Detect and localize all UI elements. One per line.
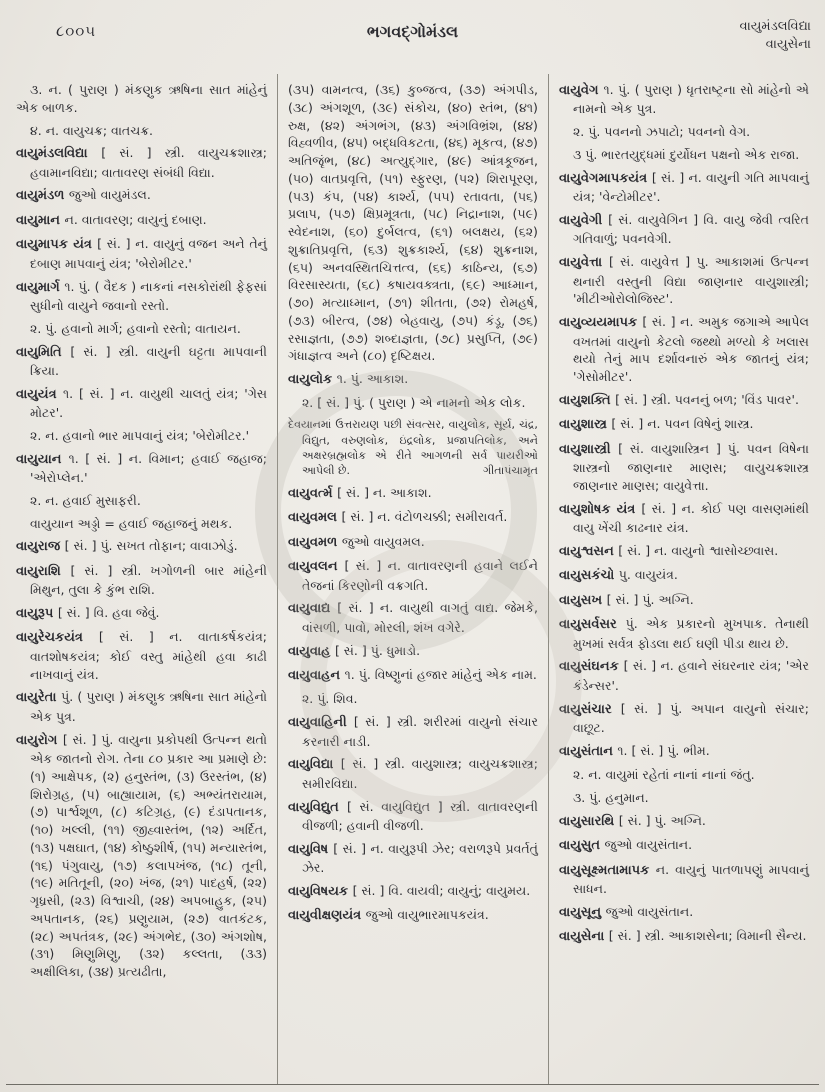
dictionary-entry <box>288 690 538 708</box>
entry-body: [ સં. ] પું. અગ્નિ. <box>618 812 706 828</box>
entry-headword: વાયુશાસ્ત્ર <box>558 417 612 433</box>
entry-body: ૨. પું. હવાનો માર્ગ; હવાનો રસ્તો; વાતાયન. <box>30 320 241 336</box>
entry-headword: વાયુમંડલવિદ્યા <box>16 146 102 162</box>
entry-headword: વાયુવિષયક <box>287 884 353 899</box>
entry-headword: વાયુલોક <box>287 372 337 387</box>
entry-headword: વાયુયાન <box>16 451 69 467</box>
entry-headword: વાયુસંતાન <box>558 743 618 759</box>
entry-headword: વાયુવેગ <box>558 83 604 98</box>
entry-body: જુઓ વાયુભારમાપકયંત્ર. <box>365 907 489 923</box>
dictionary-entry <box>16 688 267 725</box>
dictionary-entry <box>559 742 809 761</box>
dictionary-entry <box>559 313 809 386</box>
dictionary-entry <box>16 278 267 315</box>
entry-headword: વાયુમિતિ <box>16 344 71 360</box>
entry-body: [ સં. ] ન. વાયુથી વાગતું વાદ્ય. જેમકે, વાંસળી, પાવો, મોરલી, શંખ વગેરે. <box>301 600 538 635</box>
entry-body: ૧. પું. ( વૈદક ) નાકનાં નસકોરાંથી ફેફસાં સુધીનો વાયુને જવાનો રસ્તો. <box>30 278 267 314</box>
entry-body: પુ. વાયુયંત્ર. <box>618 567 678 583</box>
entry-headword: વાયુસંચાર <box>558 701 621 717</box>
guide-word-bottom: વાયુસેના <box>765 36 811 52</box>
entry-body: ન. વાયુનું પાતળાપણું માપવાનું સાધન. <box>572 861 809 897</box>
dictionary-entry <box>288 533 538 552</box>
entry-body: જુઓ વાયુસંતાન. <box>605 903 694 919</box>
dictionary-entry <box>288 599 538 636</box>
entry-headword: વાયુશ્વસન <box>558 543 619 559</box>
entry-headword: વાયુવિદ્યુત <box>287 799 347 815</box>
entry-body: [ સં. ] સ્ત્રી. શરીરમાં વાયુનો સંચાર કરનારી નાડી. <box>301 714 538 749</box>
dictionary-entry <box>559 615 809 652</box>
entry-headword: વાયુવાહ <box>287 643 335 659</box>
dictionary-entry <box>288 394 538 412</box>
entry-headword: વાયુરૂપ <box>16 606 58 622</box>
entry-body: ૩. ન. ( પુરાણ ) મંકણુક ઋષિના સાત માંહેનું એક બાળક. <box>16 82 267 115</box>
entry-headword: વાયુશાસ્ત્રી <box>558 441 619 457</box>
entry-headword: વાયુશોષક યંત્ર <box>558 501 642 517</box>
dictionary-entry <box>288 840 538 877</box>
entry-body: ૨. ન. વાયુમાં રહેતાં નાનાં નાનાં જંતુ. <box>572 767 755 783</box>
dictionary-entry <box>559 211 809 248</box>
entry-body: ૨. ન. હવાઈ મુસાફરી. <box>30 492 141 508</box>
entry-headword: વાયુસૂનુ <box>558 904 606 920</box>
dictionary-entry <box>559 123 809 141</box>
entry-body: [ સં. ] વિ. વાયવી; વાયુનું; વાયુમય. <box>352 883 531 898</box>
entry-headword: વાયુસખ <box>558 592 607 608</box>
page-number: ૮૦૦૫ <box>56 22 97 40</box>
entry-body: [ સં. ] સ્ત્રી. વાયુની ઘટ્ટતા માપવાની ક્રિયા. <box>30 343 267 378</box>
dictionary-entry <box>16 515 267 533</box>
entry-headword: વાયુમાપક યંત્ર <box>16 237 98 253</box>
entry-body: [ સં. વાયુશાસ્ત્રિન ] પું. પવન વિષેના શાસ્ત્રનો જાણનાર માણસ; વાયુચક્રશાસ્ત્ર જાણનાર માણસ; વાયુવેત્તા. <box>572 440 809 493</box>
dictionary-entry <box>559 812 809 831</box>
dictionary-entry <box>559 766 809 784</box>
entry-body: ૪. ન. વાયુચક્ર; વાતચક્ર. <box>30 122 153 138</box>
guide-words <box>739 18 811 53</box>
dictionary-entry <box>288 508 538 527</box>
entry-headword: વાયુરોગ <box>16 732 63 748</box>
entry-body: [ સં. ] સ્ત્રી. ખગોળની બાર માંહેની મિથુન, તુલા કે કુંભ રાશિ. <box>30 562 267 598</box>
page-title: ભગવદ્ગોમંડલ <box>366 22 459 41</box>
dictionary-entry <box>559 440 809 495</box>
entry-body: ૧. પું. ( પુરાણ ) ધૃતરાષ્ટ્રના સો માંહેનો એ નામનો એક પુત્ર. <box>572 82 809 117</box>
entry-headword: વાયુસૂક્ષ્મતામાપક <box>558 862 656 878</box>
dictionary-entry <box>559 700 809 737</box>
dictionary-entry <box>559 789 809 807</box>
entry-headword: વાયુવાહિની <box>287 715 354 731</box>
entry-body: [ સં. ] ન. વાતાવરણની હવાને લઈને તેજનાં કિરણોની વક્રગતિ. <box>301 558 538 593</box>
dictionary-entry <box>559 927 809 946</box>
dictionary-entry <box>559 391 809 410</box>
entry-body: ૨. [ સં. ] પું. ( પુરાણ ) એ નામનો એક લોક. <box>301 395 526 411</box>
entry-headword: વાયુવેગી <box>558 212 609 228</box>
dictionary-entry <box>288 642 538 661</box>
entry-headword: વાયુવલન <box>287 559 345 575</box>
dictionary-entry <box>559 861 809 898</box>
entry-headword: વાયુવમલ <box>287 510 342 526</box>
entry-body: ૧. [ સં. ] ન. વાયુથી ચાલતું યંત્ર; 'ગેસ મોટર'. <box>30 385 267 421</box>
text-columns <box>6 74 819 1085</box>
entry-headword: વાયુવ્યયમાપક <box>558 315 643 331</box>
dictionary-entry <box>16 731 267 981</box>
dictionary-entry <box>16 81 267 117</box>
dictionary-entry <box>16 385 267 422</box>
column-2 <box>277 74 548 1084</box>
entry-body: [ સં. ] ન. પવન વિષેનું શાસ્ત્ર. <box>611 416 754 432</box>
entry-body: વાયુયાન અડ્ડો = હવાઈ જહાજનું મથક. <box>30 515 233 531</box>
entry-body: ૩ પું. ભારતયુદ્ધમાં દુર્યોધન પક્ષનો એક રાજા. <box>572 146 800 162</box>
entry-body: [ સં. ] પું. સખત તોફાન; વાવાઝોડું. <box>64 538 238 554</box>
dictionary-entry <box>16 492 267 510</box>
dictionary-entry <box>288 370 538 389</box>
entry-body: જુઓ વાયુસંતાન. <box>604 837 693 853</box>
entry-body: ૨. પું. શિવ. <box>301 691 358 707</box>
entry-headword: વાયુરેતા <box>16 690 62 706</box>
entry-body: [ સં. ] પું. વાયુના પ્રકોપથી ઉત્પન્ન થતો એક જાતનો રોગ. તેના ૮૦ પ્રકાર આ પ્રમાણે છે: (૧) આક્ષેપક, (૨) હનુસ્તંભ, (૩) ઉરસ્તંભ, (૪) શિરોગ્રહ, (૫) બાહ્યાયામ, (૬) અભ્યંતરાયામ, (૭) પાર્શ્વશૂળ, (૮) કટિગ્રહ, (૯) દંડાપતાનક, (૧૦) ખલ્લી, (૧૧) જીહ્વાસ્તંભ, (૧૨) અર્દિત, (૧૩) પક્ષઘાત, (૧૪) કોષ્ઠુશીર્ષ, (૧૫) મન્યાસ્તંભ, (૧૬) પંગુવાયુ, (૧૭) કલાપખંજ, (૧૮) તૂની, (૧૯) મતિતૂની, (૨૦) ખંજ, (૨૧) પાદહર્ષ, (૨૨) ગૃધ્રસી, (૨૩) વિશ્વાચી, (૨૪) અપબાહુક, (૨૫) અપતાનક, (૨૬) પ્રણુયામ, (૨૭) વાતકંટક, (૨૮) અપતંત્રક, (૨૯) અંગભેદ, (૩૦) અંગશોષ, (૩૧) મિણુમિણુ, (૩૨) કલ્લતા, (૩૩) અક્ષીલિકા, (૩૪) પ્રત્યઢીતા, <box>30 731 267 980</box>
entry-body: [ સં. ] સ્ત્રી. પવનનું બળ; 'વિંડ પાવર'. <box>615 391 799 407</box>
entry-body: [ સં. ] ન. કોઈ પણ વાસણમાંથી વાયુ ખેંચી કાઢનાર યંત્ર. <box>572 500 809 536</box>
entry-headword: વાયુવિષ <box>287 841 334 857</box>
entry-body: [ સં. ] ન. હવાને સંઘરનાર યંત્ર; 'એર કંડેન્સર'. <box>572 658 809 693</box>
entry-body: જુઓ વાયુમંડલ. <box>68 187 151 203</box>
dictionary-entry <box>559 253 809 308</box>
dictionary-entry <box>559 903 809 922</box>
entry-headword: વાયુમંડળ <box>16 188 69 204</box>
dictionary-entry <box>16 235 267 272</box>
entry-body: [ સં. ] ન. વાયુરૂપી ઝેર; વરાળરૂપે પ્રવર્તતું ઝેર. <box>301 840 538 876</box>
dictionary-entry <box>288 666 538 685</box>
guide-word-top: વાયુમંડલવિદ્યા <box>739 19 811 34</box>
entry-body: [ સં. ] ન. વાયુનું વજન અને તેનું દબાણ માપવાનું યંત્ર; 'બેરોમીટર.' <box>30 236 267 271</box>
entry-headword: વાયુવર્ત્મ <box>287 485 338 501</box>
dictionary-entry <box>559 542 809 561</box>
citation-source: ગીતાપંચામૃત <box>483 464 538 478</box>
entry-body: [ સં. ] ન. વાતાકર્ષકયંત્ર; વાતશોષકયંત્ર; કોઈ વસ્તુ માંહેથી હવા કાઢી નાખવાનું યંત્ર. <box>30 629 267 682</box>
entry-body: ન. વાતાવરણ; વાયુનું દબાણ. <box>64 211 207 227</box>
dictionary-entry <box>559 81 809 118</box>
entry-headword: વાયુવમળ <box>287 534 342 550</box>
entry-headword: વાયુશક્તિ <box>558 392 616 408</box>
entry-body: [ સં. ] સ્ત્રી. વાયુશાસ્ત્ર; વાયુચક્રશાસ્ત્ર; સમીરવિદ્યા. <box>301 756 538 791</box>
dictionary-entry <box>288 906 538 925</box>
entry-headword: વાયુવિદ્યા <box>287 757 341 773</box>
entry-body: [ સં. ] સ્ત્રી. વાયુચક્રશાસ્ત્ર; હવામાનવિદ્યા; વાતાવરણ સંબંધી વિદ્યા. <box>30 145 267 180</box>
dictionary-entry <box>16 562 267 599</box>
dictionary-entry <box>288 882 538 901</box>
entry-body: [ સં. ] ન. આકાશ. <box>337 484 432 500</box>
dictionary-entry <box>559 500 809 537</box>
entry-body: [ સં. વાયુવેત્ત ] પુ. આકાશમાં ઉત્પન્ન થનારી વસ્તુની વિદ્યા જાણનાર વાયુશાસ્ત્રી; 'મીટીઓરોલોજિસ્ટ'. <box>572 254 809 307</box>
dictionary-entry <box>16 122 267 140</box>
dictionary-entry <box>288 713 538 750</box>
entry-headword: વાયુમાન <box>16 212 65 228</box>
entry-headword: વાયુસેના <box>558 929 609 945</box>
dictionary-entry <box>559 566 809 585</box>
dictionary-entry <box>559 591 809 610</box>
dictionary-entry <box>559 169 809 206</box>
entry-body: ૧. પું. વિષ્ણુનાં હજાર માંહેનું એક નામ. <box>344 666 537 682</box>
dictionary-entry <box>16 186 267 205</box>
entry-body: [ સં. ] ન. વંટોળચક્કી; સમીરાવર્ત. <box>341 509 508 525</box>
entry-body: ૧. [ સં. ] ન. વિમાન; હવાઈ જહાજ; 'એરોપ્લેન.' <box>30 450 267 486</box>
entry-headword: વાયુવેત્તા <box>558 255 609 271</box>
entry-body: [ સં. ] પું. ધુમાડો. <box>334 642 421 658</box>
dictionary-entry <box>16 604 267 623</box>
dictionary-entry <box>559 146 809 164</box>
entry-body: [ સં. ] ન. વાયુનો શ્વાસોચ્છ્વાસ. <box>618 542 779 558</box>
entry-headword: વાયુરેચકયંત્ર <box>16 630 99 646</box>
entry-headword: વાયુસુત <box>558 838 605 854</box>
entry-body: [ સં. વાયુવેગિન ] વિ. વાયુ જેવી ત્વરિત ગતિવાળું; પવનવેગી. <box>572 211 809 247</box>
entry-headword: વાયુવાહન <box>287 667 345 683</box>
entry-body: [ સં. ] ન. વાયુની ગતિ માપવાનું યંત્ર; 'વેન્ટોમીટર'. <box>572 169 809 205</box>
entry-headword: વાયુયંત્ર <box>16 386 63 402</box>
entry-headword: વાયુસંઘનક <box>558 659 624 675</box>
dictionary-entry <box>16 537 267 556</box>
dictionary-entry <box>16 320 267 338</box>
entry-body: [ સં. વાયુવિદ્યુત ] સ્ત્રી. વાતાવરણની વીજળી; હવાની વીજળી. <box>301 798 538 834</box>
entry-headword: વાયુરાશિ <box>16 563 71 579</box>
dictionary-entry <box>16 343 267 380</box>
entry-body: ૧. પું. આકાશ. <box>336 371 409 386</box>
entry-body: [ સં. ] વિ. હવા જેવું. <box>57 605 160 621</box>
entry-body: દેવયાનમાં ઉત્તરાયણ પછી સંવત્સર, વાયુલોક, સૂર્ય, ચંદ્ર, વિદ્યુત, વરુણલોક, ઇંદ્રલોક, પ્રજાપતિલોક, અને અક્ષરબ્રહ્મલોક એ રીતે આગળની સર્વ પાયરીઓ આપેલી છે. <box>287 418 538 478</box>
dictionary-entry <box>16 427 267 445</box>
entry-body: [ સં. ] પું. અપાન વાયુનો સંચાર; વાછૂટ. <box>572 700 809 736</box>
entry-headword: વાયુસારથિ <box>558 813 619 829</box>
entry-body: જુઓ વાયુવમલ. <box>341 533 425 549</box>
entry-headword: વાયુવાદ્ય <box>287 601 338 617</box>
entry-headword: વાયુસર્વસર <box>558 617 626 633</box>
entry-headword: વાયુવેગમાપકયંત્ર <box>558 170 652 186</box>
page-header <box>0 0 825 68</box>
entry-headword: વાયુવીક્ષણયંત્ર <box>287 908 366 924</box>
dictionary-entry <box>288 557 538 594</box>
entry-headword: વાયુસકંચો <box>558 568 619 584</box>
entry-body: પું. એક પ્રકારનો મુખપાક. તેનાથી મુખમાં સર્વત્ર ફોડલા થઈ ઘણી પીડા થાય છે. <box>572 616 809 651</box>
entry-headword: વાયુરાજ <box>16 539 65 555</box>
column-1 <box>6 74 277 1084</box>
entry-body: ૧. [ સં. ] પું. ભીમ. <box>617 742 710 758</box>
dictionary-entry <box>559 657 809 694</box>
dictionary-entry <box>16 628 267 683</box>
dictionary-entry <box>559 415 809 434</box>
dictionary-entry <box>16 450 267 487</box>
dictionary-entry <box>16 211 267 230</box>
entry-body: ૨. ન. હવાનો ભાર માપવાનું યંત્ર; 'બેરોમીટર.' <box>30 427 250 443</box>
entry-body: [ સં. ] પું. અગ્નિ. <box>606 591 694 607</box>
dictionary-entry <box>559 836 809 855</box>
entry-body: (૩૫) વામનત્વ, (૩૬) કુબ્જત્વ, (૩૭) અંગપીડ, (૩૮) અંગશૂળ, (૩૯) સંકોચ, (૪૦) સ્તંભ, (૪૧) રુક્ષ, (૪૨) અંગભંગ, (૪૩) અંગવિભ્રંશ, (૪૪) વિહ્વળીવ, (૪૫) બદ્ધવિકટતા, (૪૬) મૂકત્વ, (૪૭) અતિજૃંભ, (૪૮) અત્યુદ્ગાર, (૪૯) આંત્રકૂજન, (૫૦) વાતપ્રવૃત્તિ, (૫૧) સ્ફુરણ, (૫૨) શિરાપૂરણ, (૫૩) કંપ, (૫૪) કાર્શ્ય, (૫૫) રતાવતા, (૫૬) પ્રલાપ, (૫૭) ક્ષિપ્રમૂત્રતા, (૫૮) નિદ્રાનાશ, (૫૯) સ્વેદનાશ, (૬૦) દુર્બલત્વ, (૬૧) બલક્ષય, (૬૨) શુક્રાતિપ્રવૃત્તિ, (૬૩) શુક્રકાર્શ્ય, (૬૪) શુક્રનાશ, (૬૫) અનવસ્થિતચિત્તત્વ, (૬૬) કાઠિન્ય, (૬૭) વિરસાસ્યતા, (૬૮) કષાયવક્ત્રતા, (૬૯) આધ્માન, (૭૦) મત્યાધ્માન, (૭૧) શીતતા, (૭૨) રોમહર્ષ, (૭૩) બીરત્વ, (૭૪) બેહવાયુ, (૭૫) કંડૂ, (૭૬) રસાજ્ઞતા, (૭૭) શબ્દાજ્ઞતા, (૭૮) પ્રસુપ્તિ, (૭૯) ગંધાજ્ઞત્વ અને (૮૦) દૃષ્ટિક્ષય. <box>287 82 538 364</box>
entry-body: પું. ( પુરાણ ) મંકણુક ઋષિના સાત માંહેનો એક પુત્ર. <box>30 689 267 724</box>
entry-headword: વાયુમાર્ગ <box>16 279 65 295</box>
entry-body: ૨. પું. પવનનો ઝપાટો; પવનનો વેગ. <box>572 124 751 140</box>
dictionary-entry <box>16 144 267 181</box>
citation-paragraph <box>288 417 538 479</box>
column-3 <box>548 74 819 1084</box>
entry-body: [ સં. ] ન. અમુક જગાએ આપેલ વખતમાં વાયુનો કેટલો જથ્થો મળ્યો કે ખલાસ થયો તેનું માપ દર્શાવનારું એક જાતનું યંત્ર; 'ગેસોમીટર'. <box>572 314 809 385</box>
dictionary-entry <box>288 798 538 835</box>
dictionary-entry <box>288 81 538 365</box>
dictionary-entry <box>288 484 538 503</box>
entry-body: [ સં. ] સ્ત્રી. આકાશસેના; વિમાની સૈન્ય. <box>608 928 807 944</box>
dictionary-entry <box>288 755 538 792</box>
entry-body: ૩. પું. હનુમાન. <box>572 790 649 805</box>
